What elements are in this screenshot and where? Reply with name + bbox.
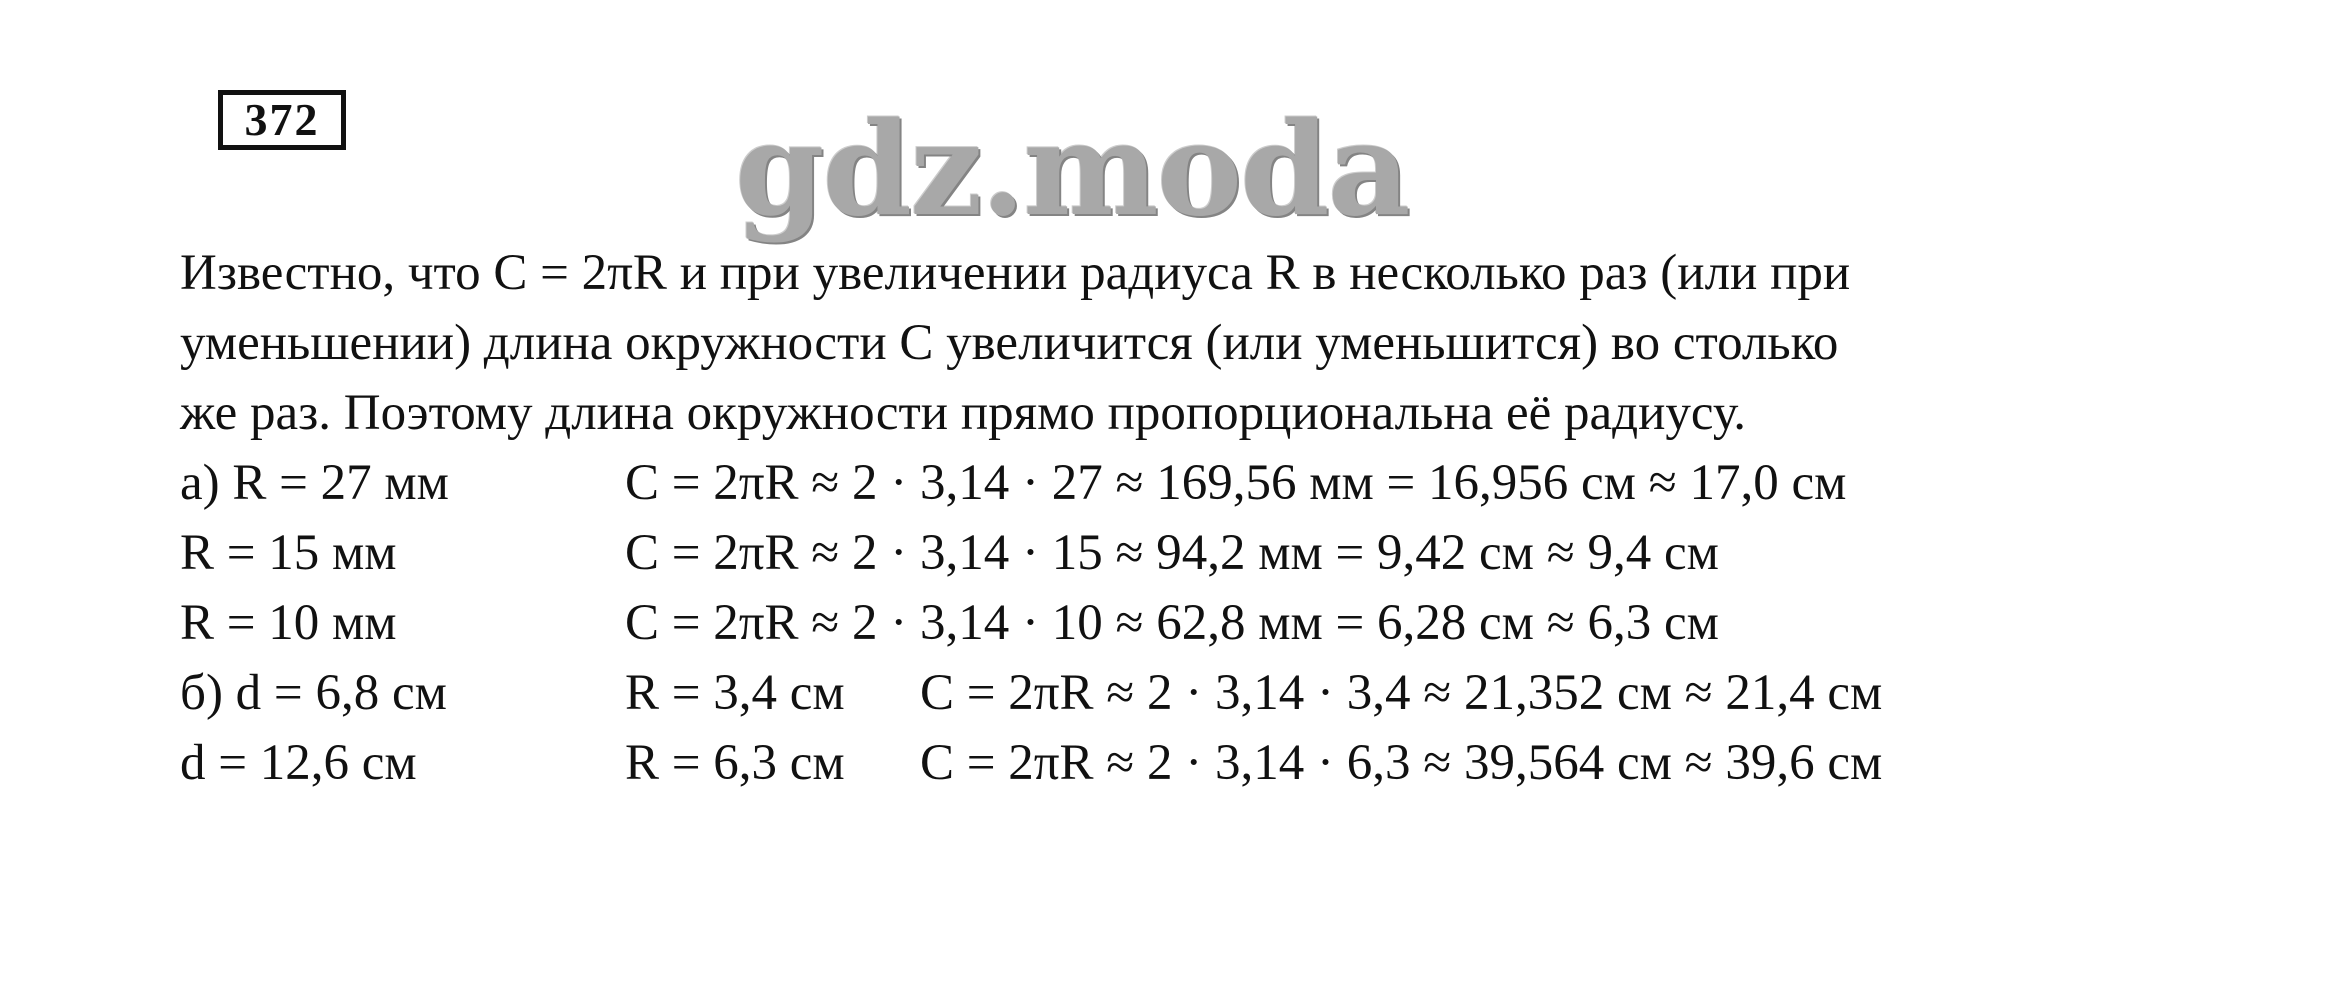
intro-line: же раз. Поэтому длина окружности прямо пропорциональна её радиусу. [180,385,1747,441]
intro-paragraph [180,238,2180,448]
given-value: а) R = 27 мм [180,455,449,511]
formula: С = 2πR ≈ 2 · 3,14 · 10 ≈ 62,8 мм = 6,28 см ≈ 6,3 см [625,595,1719,651]
given-value: R = 15 мм [180,525,397,581]
problem-number-box: 372 [218,90,346,150]
given-value: R = 10 мм [180,595,397,651]
formula: С = 2πR ≈ 2 · 3,14 · 6,3 ≈ 39,564 см ≈ 39,6 см [920,735,1883,791]
given-value: d = 12,6 см [180,735,417,791]
radius-value: R = 6,3 см [625,735,845,791]
watermark-logo: gdz.moda [735,95,1409,245]
given-value: б) d = 6,8 см [180,665,447,721]
formula: С = 2πR ≈ 2 · 3,14 · 15 ≈ 94,2 мм = 9,42 см ≈ 9,4 см [625,525,1719,581]
radius-value: R = 3,4 см [625,665,845,721]
intro-line: уменьшении) длина окружности С увеличится (или уменьшится) во столько [180,315,1839,371]
formula: С = 2πR ≈ 2 · 3,14 · 27 ≈ 169,56 мм = 16,956 см ≈ 17,0 см [625,455,1847,511]
formula: С = 2πR ≈ 2 · 3,14 · 3,4 ≈ 21,352 см ≈ 21,4 см [920,665,1883,721]
intro-line: Известно, что С = 2πR и при увеличении радиуса R в несколько раз (или при [180,245,1851,301]
